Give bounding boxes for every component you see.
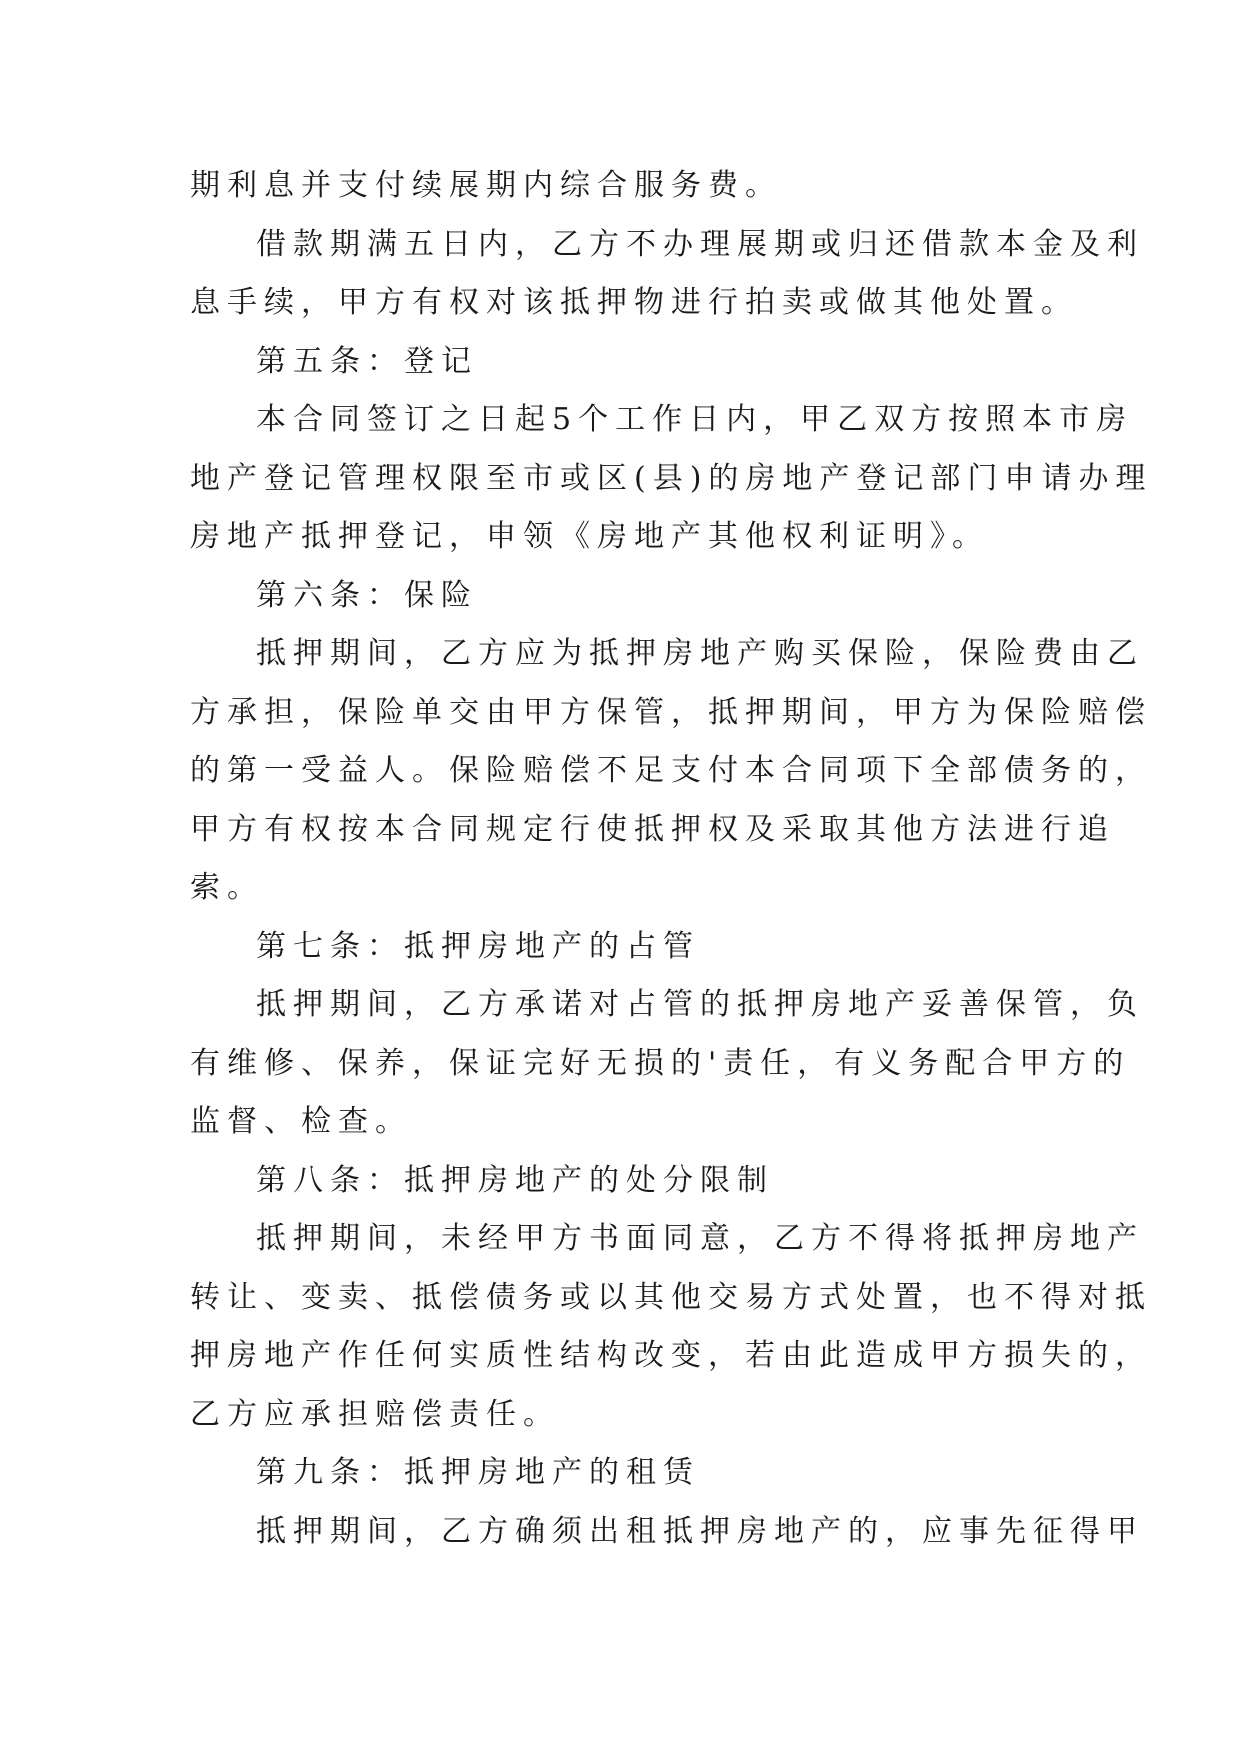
text-line: 索。 — [190, 870, 264, 905]
text-line: 房地产抵押登记，申领《房地产其他权利证明》。 — [190, 519, 989, 554]
paragraph-line: 抵押期间，未经甲方书面同意，乙方不得将抵押房地产 — [256, 1221, 1144, 1256]
text-line: 有维修、保养，保证完好无损的'责任，有义务配合甲方的 — [190, 1045, 1131, 1081]
paragraph-line: 抵押期间，乙方应为抵押房地产购买保险，保险费由乙 — [256, 636, 1144, 671]
paragraph-line: 抵押期间，乙方确须出租抵押房地产的，应事先征得甲 — [256, 1513, 1144, 1549]
section-heading-9: 第九条：抵押房地产的租赁 — [256, 1455, 700, 1490]
text-line: 转让、变卖、抵偿债务或以其他交易方式处置，也不得对抵 — [190, 1279, 1152, 1315]
text-line: 地产登记管理权限至市或区(县)的房地产登记部门申请办理 — [190, 460, 1153, 496]
section-heading-8: 第八条：抵押房地产的处分限制 — [256, 1162, 774, 1198]
document-body — [190, 157, 1153, 1561]
section-heading-7: 第七条：抵押房地产的占管 — [256, 928, 700, 964]
text-line: 期利息并支付续展期内综合服务费。 — [190, 168, 782, 203]
text-line: 监督、检查。 — [190, 1104, 412, 1139]
text-line: 息手续，甲方有权对该抵押物进行拍卖或做其他处置。 — [190, 285, 1078, 320]
paragraph-line: 借款期满五日内，乙方不办理展期或归还借款本金及利 — [256, 226, 1144, 262]
section-heading-5: 第五条：登记 — [256, 343, 478, 379]
text-line: 甲方有权按本合同规定行使抵押权及采取其他方法进行追 — [190, 811, 1115, 847]
text-line: 押房地产作任何实质性结构改变，若由此造成甲方损失的， — [190, 1338, 1152, 1373]
section-heading-6: 第六条：保险 — [256, 577, 478, 613]
paragraph-line: 本合同签订之日起5个工作日内，甲乙双方按照本市房 — [256, 402, 1134, 437]
paragraph-line: 抵押期间，乙方承诺对占管的抵押房地产妥善保管，负 — [256, 987, 1144, 1022]
text-line: 乙方应承担赔偿责任。 — [190, 1396, 560, 1432]
text-line: 的第一受益人。保险赔偿不足支付本合同项下全部债务的， — [190, 753, 1152, 788]
text-line: 方承担，保险单交由甲方保管，抵押期间，甲方为保险赔偿 — [190, 694, 1152, 730]
